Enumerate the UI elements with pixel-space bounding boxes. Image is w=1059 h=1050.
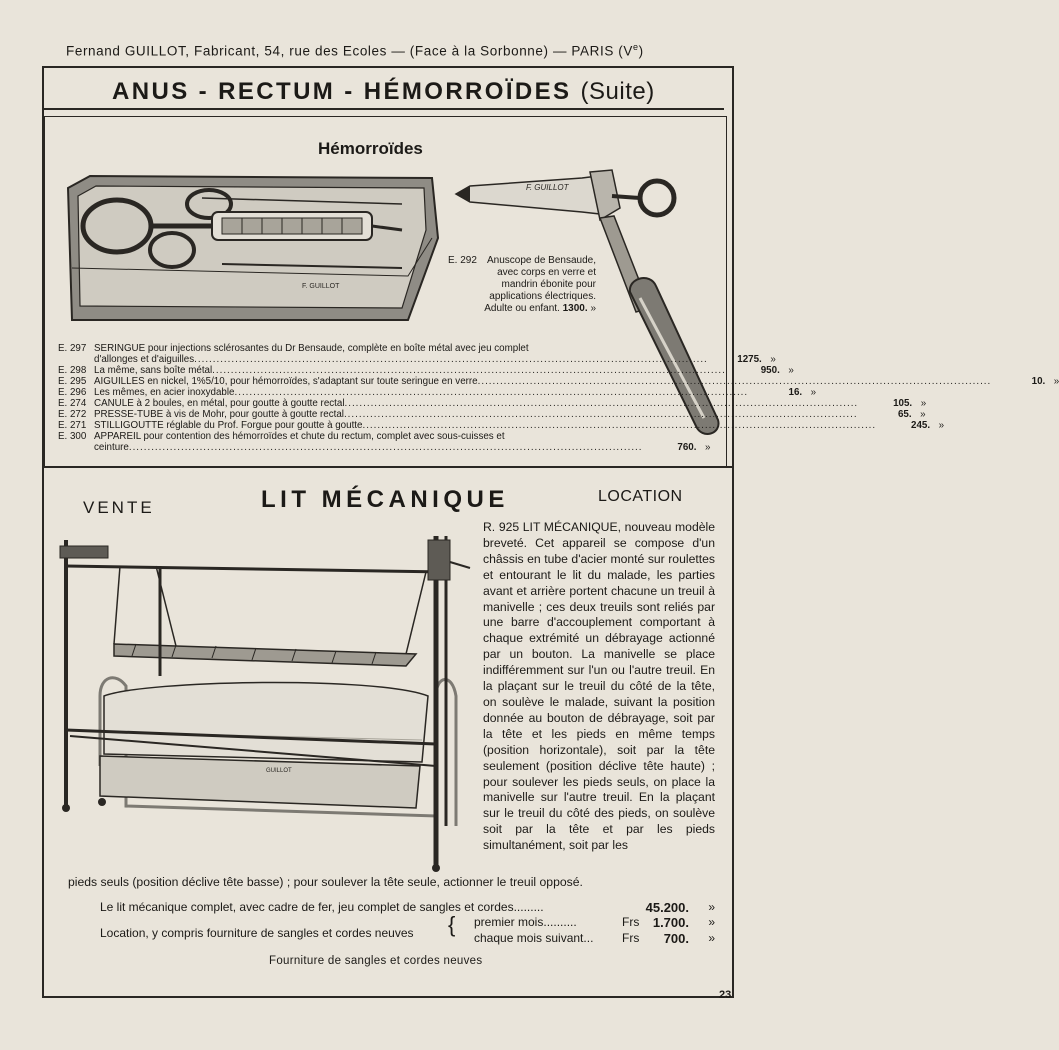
tray-engraving: F. GUILLOT: [302, 283, 340, 290]
complete-label: Le lit mécanique complet, avec cadre de fer, jeu complet de sangles et cordes: [100, 900, 514, 914]
item-code: E. 297: [58, 343, 87, 354]
item-price: 16.: [788, 387, 803, 398]
list-item: [58, 420, 945, 431]
complete-price-row: [100, 900, 715, 914]
leader-dots: ..........................................................................................................................................: [344, 398, 859, 409]
item-desc: SERINGUE pour injections sclérosantes du Dr Bensaude, complète en boîte métal avec jeu complet: [94, 343, 529, 354]
item-arrow: [594, 343, 608, 354]
first-month-currency: Frs: [622, 915, 640, 929]
next-month-arrow: »: [708, 931, 715, 945]
location-label: LOCATION: [598, 488, 683, 505]
first-month-row: [474, 915, 715, 929]
item-code: E. 296: [58, 387, 87, 398]
page-number: 23: [719, 989, 732, 1001]
list-item: [58, 343, 608, 354]
item-code: E. 271: [58, 420, 87, 431]
syringe-tray-illustration: [62, 168, 442, 328]
item-price: [540, 431, 594, 442]
item-desc-text: PRESSE-TUBE à vis de Mohr, pour goutte à goutte rectal: [94, 409, 344, 420]
arrondissement-close: ): [638, 43, 644, 59]
leader-dots: ..........................................................................................................................................: [362, 420, 877, 431]
leader-dots: ..........: [543, 915, 577, 929]
item-desc-text: CANULE à 2 boules, en métal, pour goutte à goutte rectal: [94, 398, 345, 409]
item-desc: [94, 398, 858, 409]
item-desc: [94, 442, 642, 453]
item-desc-text: d'allonges et d'aiguilles: [94, 354, 195, 365]
anuscope-price: 1300.: [562, 303, 588, 314]
first-month-label: premier mois: [474, 915, 544, 929]
item-price: 1275.: [737, 354, 762, 365]
next-month-row: [474, 931, 715, 945]
lit-description-tail: pieds seuls (position déclive tête basse) ; pour soulever la tête seule, actionner le treuil opposé.: [68, 875, 583, 889]
item-price: 105.: [893, 398, 913, 409]
item-desc-text: La même, sans boîte métal: [94, 365, 213, 376]
item-desc: APPAREIL pour contention des hémorroïdes et chute du rectum, complet avec sous-cuisses et: [94, 431, 505, 442]
fourniture-note: Fourniture de sangles et cordes neuves: [269, 955, 483, 967]
hemorroides-heading: Hémorroïdes: [318, 139, 423, 158]
lit-title: LIT MÉCANIQUE: [261, 486, 509, 513]
next-month-price: 700.: [663, 931, 689, 946]
item-arrow: »: [920, 398, 927, 409]
complete-price: 45.200.: [645, 900, 689, 915]
item-price: [540, 343, 594, 354]
item-arrow: »: [705, 442, 711, 453]
item-desc: [94, 409, 858, 420]
list-item: [58, 409, 926, 420]
item-price: 950.: [760, 365, 780, 376]
anuscope-text: Anuscope de Bensaude, avec corps en verre et mandrin ébonite pour applications électriques. Adulte ou enfant.: [484, 255, 596, 314]
leader-dots: ..........................................................................................................................................: [194, 354, 708, 365]
page-title-main: ANUS - RECTUM - HÉMORROÏDES: [112, 78, 572, 105]
first-month-arrow: »: [708, 915, 715, 929]
item-desc: [94, 420, 876, 431]
complete-arrow: »: [708, 900, 715, 914]
brace-open: {: [448, 912, 456, 937]
location-price-label: Location, y compris fourniture de sangles et cordes neuves: [100, 926, 414, 940]
item-arrow: [594, 431, 608, 442]
vente-label: VENTE: [83, 498, 155, 517]
item-desc: [94, 376, 991, 387]
item-desc-text: STILLIGOUTTE réglable du Prof. Forgue pour goutte à goutte: [94, 420, 363, 431]
next-month-label: chaque mois suivant: [474, 931, 584, 945]
leader-dots: ..........................................................................................................................................: [343, 409, 858, 420]
list-item: [58, 387, 817, 398]
item-code: [58, 442, 94, 453]
item-code: [58, 354, 94, 365]
leader-dots: ..........................................................................................................................................: [212, 365, 726, 376]
scope-engraving: F. GUILLOT: [526, 183, 569, 192]
item-desc-text: AIGUILLES en nickel, 1%5/10, pour hémorroïdes, s'adaptant sur toute seringue en verre: [94, 376, 478, 387]
item-desc: [94, 387, 748, 398]
item-arrow: »: [938, 420, 945, 431]
leader-dots: ..........................................................................................................................................: [128, 442, 643, 453]
mechanical-bed-illustration: [56, 526, 476, 876]
item-code: E. 274: [58, 398, 87, 409]
lit-description: R. 925 LIT MÉCANIQUE, nouveau modèle breveté. Cet appareil se compose d'un châssis en tube d'acier monté sur roulettes et entourant le lit du malade, les parties avant et arrière portent chacune un treuil à manivelle ; ces deux treuils sont reliés par une barre d'accouplement comportant à chaque extrémité un débrayage actionné par un bouton. La manivelle se place indifféremment sur l'un ou l'autre treuil. En la plaçant sur le treuil du côté de la tête, on soulève le malade, suivant la position donnée au bouton de débrayage, soit par la tête et les pieds en même temps (position horizontale), soit par la tête seulement (position déclive tête haute) ; pour soulever les pieds seuls, on place la manivelle sur l'autre treuil. En la plaçant sur le treuil du côté des pieds, on soulève soit par la tête et par les pieds simultanément, soit par les: [483, 520, 715, 853]
item-price: 10.: [1031, 376, 1046, 387]
list-item: [58, 431, 608, 442]
list-item: [58, 376, 1059, 387]
item-desc: [94, 354, 708, 365]
list-item: [58, 398, 927, 409]
title-rule: [44, 108, 724, 110]
leader-dots: .........: [513, 900, 544, 914]
anuscope-code: E. 292: [448, 255, 477, 266]
first-month-price: 1.700.: [652, 915, 689, 930]
anuscope-arrow: »: [590, 303, 596, 314]
leader-dots: ...: [583, 931, 594, 945]
bed-engraving: GUILLOT: [266, 768, 292, 774]
item-price: 760.: [677, 442, 697, 453]
leader-dots: ..........................................................................................................................................: [234, 387, 749, 398]
item-arrow: »: [770, 354, 776, 365]
item-desc: [94, 365, 726, 376]
item-code: E. 298: [58, 365, 87, 376]
anuscope-caption: [438, 255, 596, 315]
item-desc-text: Les mêmes, en acier inoxydable: [94, 387, 235, 398]
leader-dots: ..........................................................................................................................................: [477, 376, 992, 387]
maker-line: Fernand GUILLOT, Fabricant, 54, rue des Ecoles — (Face à la Sorbonne) — PARIS (V: [66, 43, 633, 59]
hemorroides-price-list: [58, 343, 1059, 453]
item-arrow: »: [810, 387, 817, 398]
next-month-currency: Frs: [622, 931, 640, 945]
item-code: E. 272: [58, 409, 87, 420]
item-code: E. 295: [58, 376, 87, 387]
item-arrow: »: [1053, 376, 1059, 387]
list-item: [58, 354, 776, 365]
list-item: [58, 442, 711, 453]
running-header: [66, 42, 706, 59]
page-title-suite: (Suite): [580, 78, 655, 105]
arrondissement-sup: e: [632, 42, 639, 52]
item-arrow: »: [920, 409, 926, 420]
list-item: [58, 365, 794, 376]
item-price: 245.: [911, 420, 931, 431]
item-desc-text: ceinture: [94, 442, 129, 453]
page-title: [112, 78, 712, 106]
item-price: 65.: [897, 409, 912, 420]
item-arrow: »: [788, 365, 794, 376]
item-code: E. 300: [58, 431, 87, 442]
